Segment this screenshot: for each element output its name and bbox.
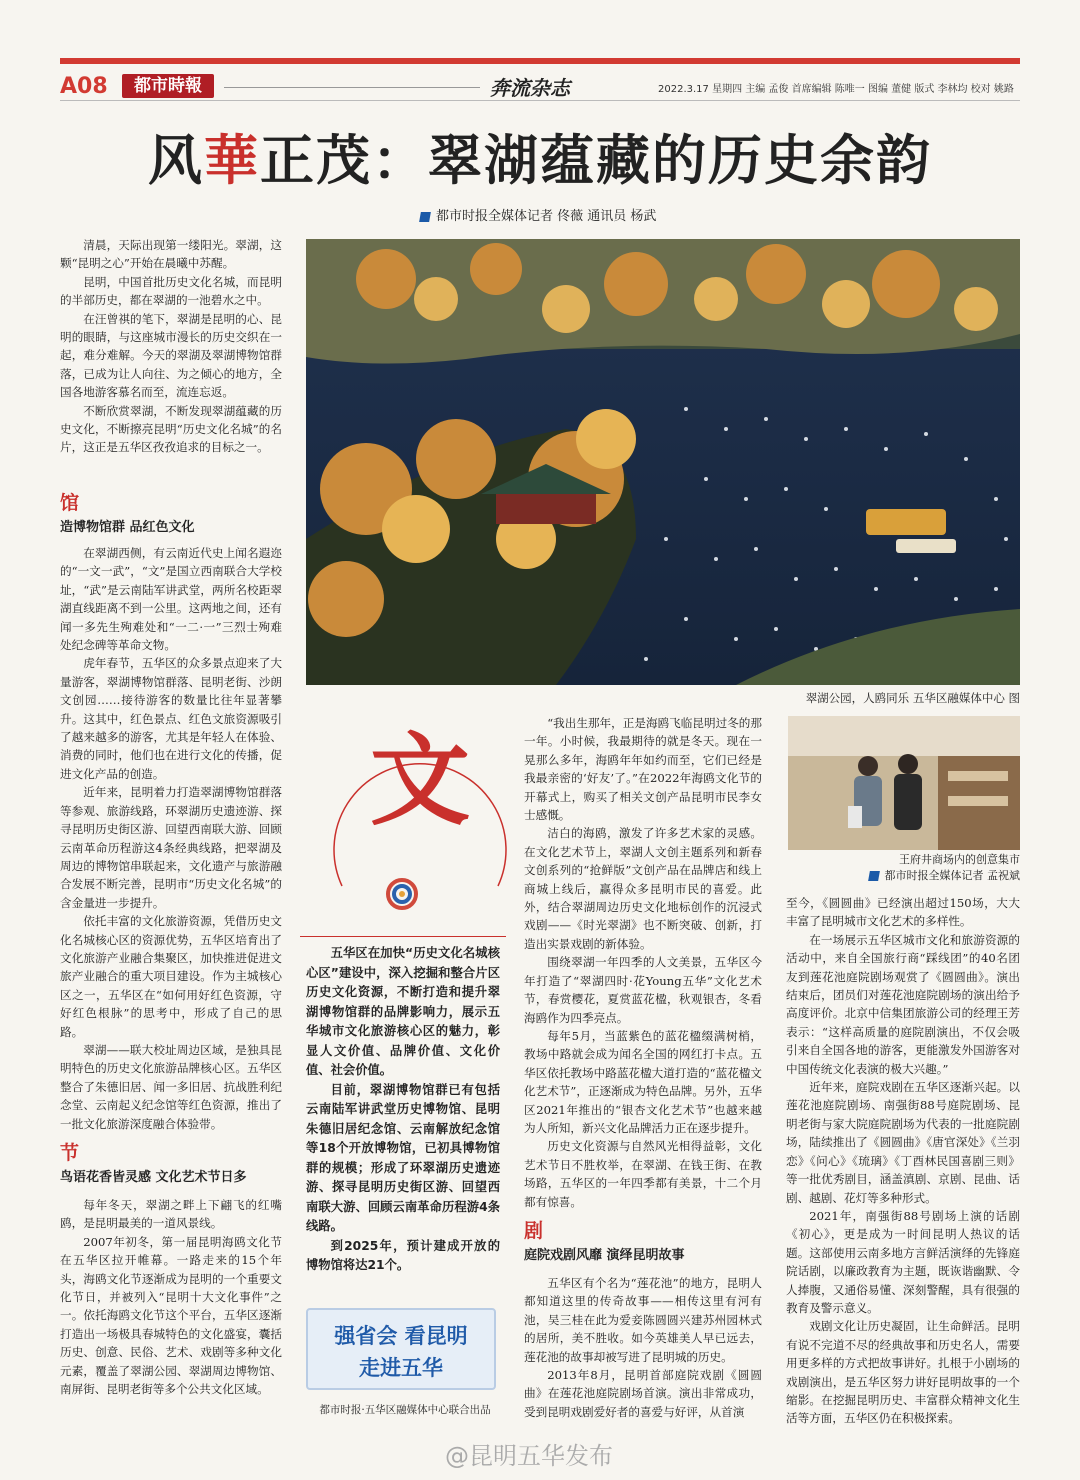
top-rule [60,58,1020,64]
paragraph: 每年5月，当蓝紫色的蓝花楹缀满树梢，教场中路就会成为闻名全国的网红打卡点。五华区依托教场中路蓝花楹大道打造的“蓝花楹文化艺术节”，正逐渐成为特色品牌。另外，五华区2021年推出的“银杏文化艺术节”也越来越为人所知，新兴文化品牌活力正在逐步提升。 [524,1028,762,1135]
headline-part1: 风 [148,129,204,192]
column-3-section [524,1274,762,1421]
shop-photo-credit [788,867,1020,883]
cuihu-park-photo [306,239,1020,685]
headline [60,118,1020,195]
summary-divider [300,936,506,937]
paragraph: 近年来，庭院戏剧在五华区逐渐兴起。以莲花池庭院剧场、南强街88号庭院剧场、昆明老街与家大院庭院剧场为代表的一批庭院剧场，陆续推出了《圆圆曲》《唐官深处》《兰羽恋》《问心》《琉璃》《丁酉林民国喜剧三则》等一批优秀剧目，涵盖滇剧、京剧、昆曲、话剧、越剧、花灯等多种形式。 [786,1080,1020,1205]
header-meta: 2022.3.17 星期四 主编 孟俊 首席编辑 陈唯一 图编 董健 版式 李林均 校对 姚路 [658,84,1014,95]
paragraph: 五华区有个名为“莲花池”的地方，昆明人都知道这里的传奇故事——相传这里有河有池，吴三桂在此为爱妾陈圆圆兴建苏州园林式的居所，美不胜收。如今英雄美人早已远去，莲花池的故事却被写进了昆明城的历史。 [524,1276,762,1364]
section-name: 奔流杂志 [490,76,570,100]
promo-line-2: 走进五华 [359,1356,443,1380]
paragraph: 依托丰富的文化旅游资源，凭借历史文化名城核心区的资源优势，五华区培育出了文化旅游产业融合集聚区，加快推进促进文旅产业融合的重大项目建设。作为主城核心区之一，五华区在“如何用好红色资源，守好红色根脉”的思考中，形成了自己的思路。 [60,914,282,1039]
newspaper-masthead: 都市時報 [122,74,214,98]
emblem-character: 文 [370,722,470,839]
paragraph: 历史文化资源与自然风光相得益彰，文化艺术节日不胜枚举，在翠湖、在钱王街、在教场路，五华区的一年四季都有美景，十二个月都有惊喜。 [524,1139,762,1209]
header-underline [60,100,1020,101]
paragraph: 在汪曾祺的笔下，翠湖是昆明的心、昆明的眼睛，与这座城市漫长的历史交织在一起，难分难解。今天的翠湖及翠湖博物馆群落，已成为让人向往、为之倾心的地方，全国各地游客慕名而至，流连忘返。 [60,311,282,400]
paragraph: 近年来，昆明着力打造翠湖博物馆群落等参观、旅游线路，环翠湖历史遗迹游、探寻昆明历史街区游、回望西南联大游、回顾云南革命历程游这4条经典线路，把翠湖及周边的博物馆串联起来，文化遗产与旅游融合发展不断完善，昆明市“历史文化名城”的含金量进一步提升。 [60,785,282,910]
section-subtitle-ju: 庭院戏剧风靡 演绎昆明故事 [524,1248,685,1263]
paragraph-continued: 至今，《圆圆曲》已经演出超过150场，大大丰富了昆明城市文化艺术的多样性。 [786,896,1020,929]
shop-credit-text: 都市时报全媒体记者 孟祝斌 [884,869,1020,882]
reporter-icon [868,871,880,881]
column-1-section-2 [60,1196,282,1398]
byline-text: 都市时报全媒体记者 佟薇 通讯员 杨武 [436,209,657,224]
main-photo-caption: 翠湖公园，人鸥同乐 五华区融媒体中心 图 [805,691,1020,705]
section-title-jie: 节 [60,1142,80,1164]
headline-part3: 正茂：翠湖蕴藏的历史余韵 [260,129,932,192]
summary-paragraph: 到2025年，预计建成开放的博物馆将达21个。 [306,1238,500,1272]
section-title-ju: 剧 [524,1220,544,1242]
paragraph: 每年冬天，翠湖之畔上下翩飞的红嘴鸥，是昆明最美的一道风景线。 [60,1198,282,1231]
paragraph: 不断欣赏翠湖，不断发现翠湖蕴藏的历史文化，不断擦亮昆明“历史文化名城”的名片，这正是五华区孜孜追求的目标之一。 [60,403,282,455]
column-4 [786,894,1020,1428]
section-title-guan: 馆 [60,492,80,514]
promo-line-1: 强省会 看昆明 [334,1324,468,1348]
summary-paragraph: 目前，翠湖博物馆群已有包括云南陆军讲武堂历史博物馆、昆明朱德旧居纪念馆、云南解放纪念馆等18个开放博物馆，已初具博物馆群的规模；形成了环翠湖历史遗迹游、探寻昆明历史街区游、回望西南联大游、回顾云南革命历程游4条线路。 [306,1082,500,1233]
page-number: A08 [60,74,108,99]
lotus-icon [388,880,416,908]
byline [420,205,656,224]
paragraph: 戏剧文化让历史凝固，让生命鲜活。昆明有说不完道不尽的经典故事和历史名人，需要用更多样的方式把故事讲好。扎根于小剧场的戏剧演出，是五华区努力讲好昆明故事的一个缩影。在挖掘昆明历史、丰富群众精神文化生活等方面，五华区仍在积极探索。 [786,1319,1020,1426]
paragraph: 在翠湖西侧，有云南近代史上闻名遐迩的“一文一武”，“文”是国立西南联合大学校址，“武”是云南陆军讲武堂，两所名校距翠湖直线距离不到一公里。这两地之间，还有闻一多先生殉难处和“一二·一”三烈士殉难处纪念碑等革命文物。 [60,546,282,653]
section-subtitle-jie: 鸟语花香皆灵感 文化艺术节日多 [60,1170,247,1185]
paragraph: 2021年，南强街88号剧场上演的话剧《初心》，更是成为一时间昆明人热议的话题。这部使用云南多地方言鲜活演绎的先锋庭院话剧，以廉政教育为主题，既诙谐幽默、令人捧腹，又通俗易懂、深刻警醒，具有很强的教育及警示意义。 [786,1208,1020,1315]
promo-box [306,1308,496,1390]
summary-paragraph: 五华区在加快“历史文化名城核心区”建设中，深入挖掘和整合片区历史文化资源，不断打造和提升翠湖博物馆群的品牌影响力，展示五华城市文化旅游核心区的魅力，彰显人文价值、品牌价值、文化价值、社会价值。 [306,946,500,1077]
paragraph: 2007年初冬，第一届昆明海鸥文化节在五华区拉开帷幕。一路走来的15个年头，海鸥文化节逐渐成为昆明的一个重要文化节日，并被列入“昆明十大文化事件”之一。依托海鸥文化节这个平台，五华区逐渐打造出一场极具春城特色的文化盛宴，囊括历史、创意、民俗、艺术、戏剧等多种文化元素，覆盖了翠湖公园、翠湖周边博物馆、南屏街、昆明老街等多个公共文化区域。 [60,1234,282,1397]
column-1-intro [60,236,282,457]
headline-part2: 華 [204,129,260,192]
column-3 [524,714,762,1211]
paragraph: 在一场展示五华区城市文化和旅游资源的活动中，来自全国旅行商“踩线团”的40名团友到莲花池庭院剧场观赏了《圆圆曲》。演出结束后，团员们对莲花池庭院剧场的演出给予高度评价。北京中信集团旅游公司的经理王芳表示：“这样高质量的庭院剧演出，不仅会吸引来自全国各地的游客，更能激发外国游客对中国传统文化表演的极大兴趣。” [786,932,1020,1076]
paragraph: 围绕翠湖一年四季的人文美景，五华区今年打造了“翠湖四时·花Young五华”文化艺术节，春赏樱花，夏赏蓝花楹，秋观银杏，冬看海鸥作为四季亮点。 [524,955,762,1025]
paragraph: 翠湖——联大校址周边区域，是独具昆明特色的历史文化旅游品牌核心区。五华区整合了朱德旧居、闻一多旧居、抗战胜利纪念堂、云南起义纪念馆等红色资源，推出了一批文化旅游深度融合体验带。 [60,1042,282,1131]
column-1-section-1 [60,544,282,1133]
paragraph: 洁白的海鸥，激发了许多艺术家的灵感。在文化艺术节上，翠湖人文创主题系列和新春文创系列的“抢鲜版”文创产品在品牌店和线上商城上线后，赢得众多昆明市民的喜爱。此外，结合翠湖周边历史文化地标创作的沉浸式戏剧——《时光翠湖》也不断突破、创新，打造出实景戏剧的新体验。 [524,826,762,951]
summary-box [306,944,500,1276]
paragraph: 虎年春节，五华区的众多景点迎来了大量游客，翠湖博物馆群落、昆明老街、沙朗文创园……接待游客的数量比往年显著攀升。这其中，红色景点、红色文旅资源吸引了越来越多的游客，尤其是年轻人在体验、消费的同时，他们也在进行文化的传播，促进文化产品的创造。 [60,656,282,781]
header-divider [224,87,480,88]
paragraph: 昆明，中国首批历史文化名城，而昆明的半部历史，都在翠湖的一池碧水之中。 [60,274,282,308]
shop-photo-caption: 王府井商场内的创意集市 [899,853,1020,866]
paragraph: 清晨，天际出现第一缕阳光。翠湖，这颗“昆明之心”开始在晨曦中苏醒。 [60,238,282,271]
reporter-icon [419,212,431,222]
paragraph: 2013年8月，昆明首部庭院戏剧《圆圆曲》在莲花池庭院剧场首演。演出非常成功，受到昆明戏剧爱好者的喜爱与好评，从首演 [524,1368,762,1419]
shop-photo [788,716,1020,850]
section-subtitle-guan: 造博物馆群 品红色文化 [60,520,195,535]
culture-emblem [330,716,510,926]
promo-credit: 都市时报·五华区融媒体中心联合出品 [319,1404,491,1416]
weibo-watermark: @昆明五华发布 [445,1442,613,1470]
paragraph: “我出生那年，正是海鸥飞临昆明过冬的那一年。小时候，我最期待的就是冬天。现在一晃那么多年，海鸥年年如约而至，它们已经是我最亲密的‘好友’了。”在2022年海鸥文化节的开幕式上，购买了相关文创产品昆明市民李女士感慨。 [524,716,762,823]
